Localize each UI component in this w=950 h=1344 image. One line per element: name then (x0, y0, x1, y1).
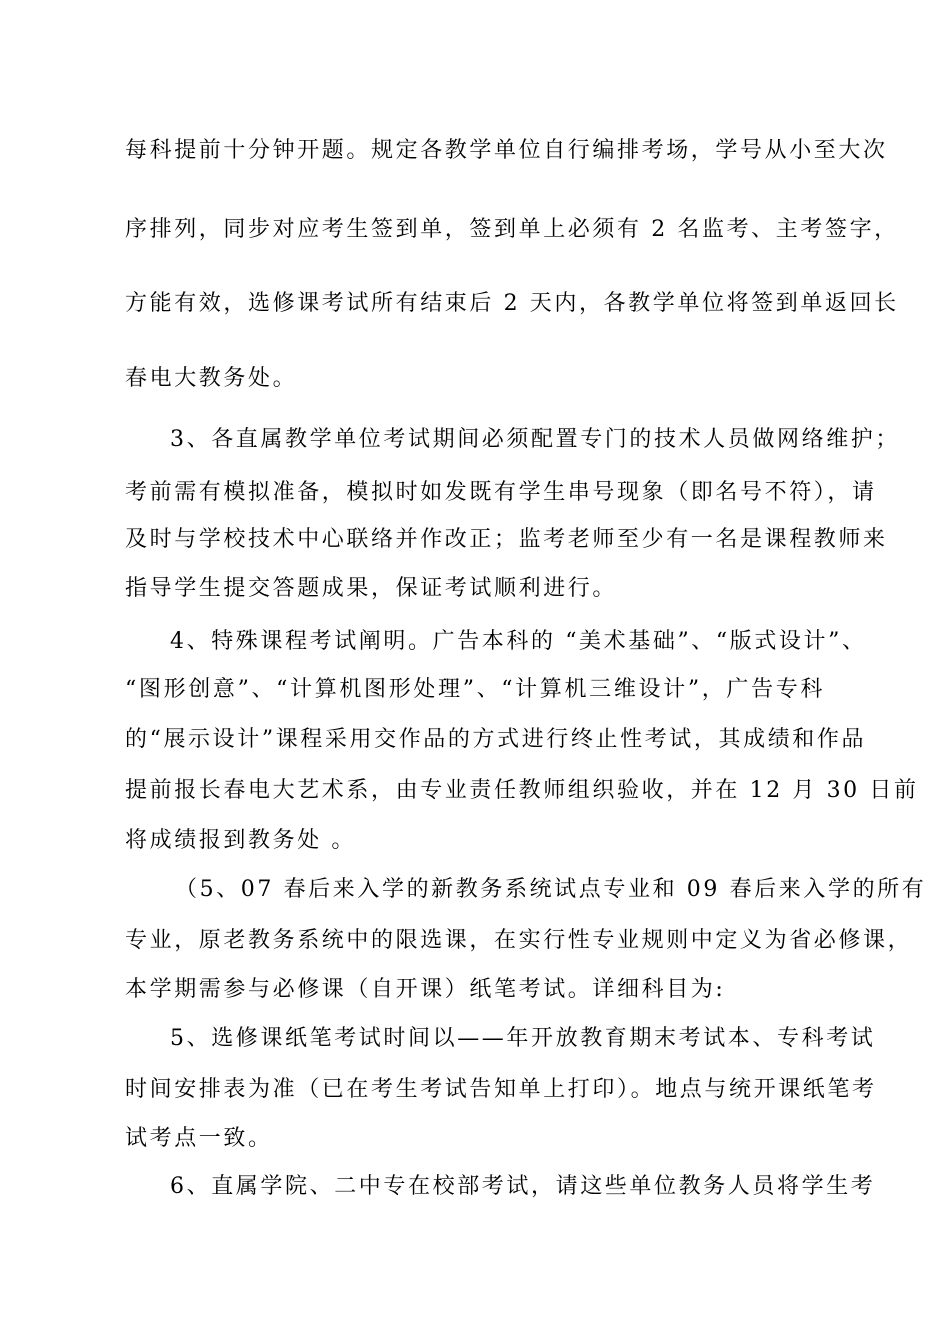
text-line: 时间安排表为准（已在考生考试告知单上打印）。地点与统开课纸笔考 (125, 1077, 877, 1102)
text-line: 5、选修课纸笔考试时间以——年开放教育期末考试本、专科考试 (170, 1026, 876, 1051)
text-line: 方能有效，选修课考试所有结束后 2 天内，各教学单位将签到单返回长 (125, 291, 899, 316)
text-line: 4、特殊课程考试阐明。广告本科的 “美术基础”、“版式设计”、 (170, 629, 867, 654)
text-line: 每科提前十分钟开题。规定各教学单位自行编排考场，学号从小至大次 (125, 138, 888, 163)
text-line: 考前需有模拟准备，模拟时如发既有学生串号现象（即名号不符），请 (125, 480, 877, 505)
text-line: 及时与学校技术中心联络并作改正；监考老师至少有一名是课程教师来 (125, 527, 888, 552)
text-line: 将成绩报到教务处 。 (125, 828, 356, 853)
text-line: 6、直属学院、二中专在校部考试，请这些单位教务人员将学生考 (170, 1174, 876, 1199)
text-line: 指导学生提交答题成果，保证考试顺利进行。 (125, 576, 618, 601)
text-line: 专业，原老教务系统中的限选课，在实行性专业规则中定义为省必修课， (125, 928, 913, 953)
text-line: 3、各直属教学单位考试期间必须配置专门的技术人员做网络维护； (170, 427, 900, 452)
text-line: 的“展示设计”课程采用交作品的方式进行终止性考试，其成绩和作品 (125, 727, 867, 752)
text-line: 试考点一致。 (125, 1126, 273, 1151)
text-line: 本学期需参与必修课（自开课）纸笔考试。详细科目为: (125, 977, 726, 1002)
text-line: 提前报长春电大艺术系，由专业责任教师组织验收，并在 12 月 30 日前 (125, 778, 919, 803)
text-line: “图形创意”、“计算机图形处理”、“计算机三维设计”，广告专科 (125, 677, 825, 702)
text-line: 春电大教务处。 (125, 366, 298, 391)
text-line: 序排列，同步对应考生签到单，签到单上必须有 2 名监考、主考签字， (125, 217, 899, 242)
text-line: （5、07 春后来入学的新教务系统试点专业和 09 春后来入学的所有 (175, 877, 927, 902)
